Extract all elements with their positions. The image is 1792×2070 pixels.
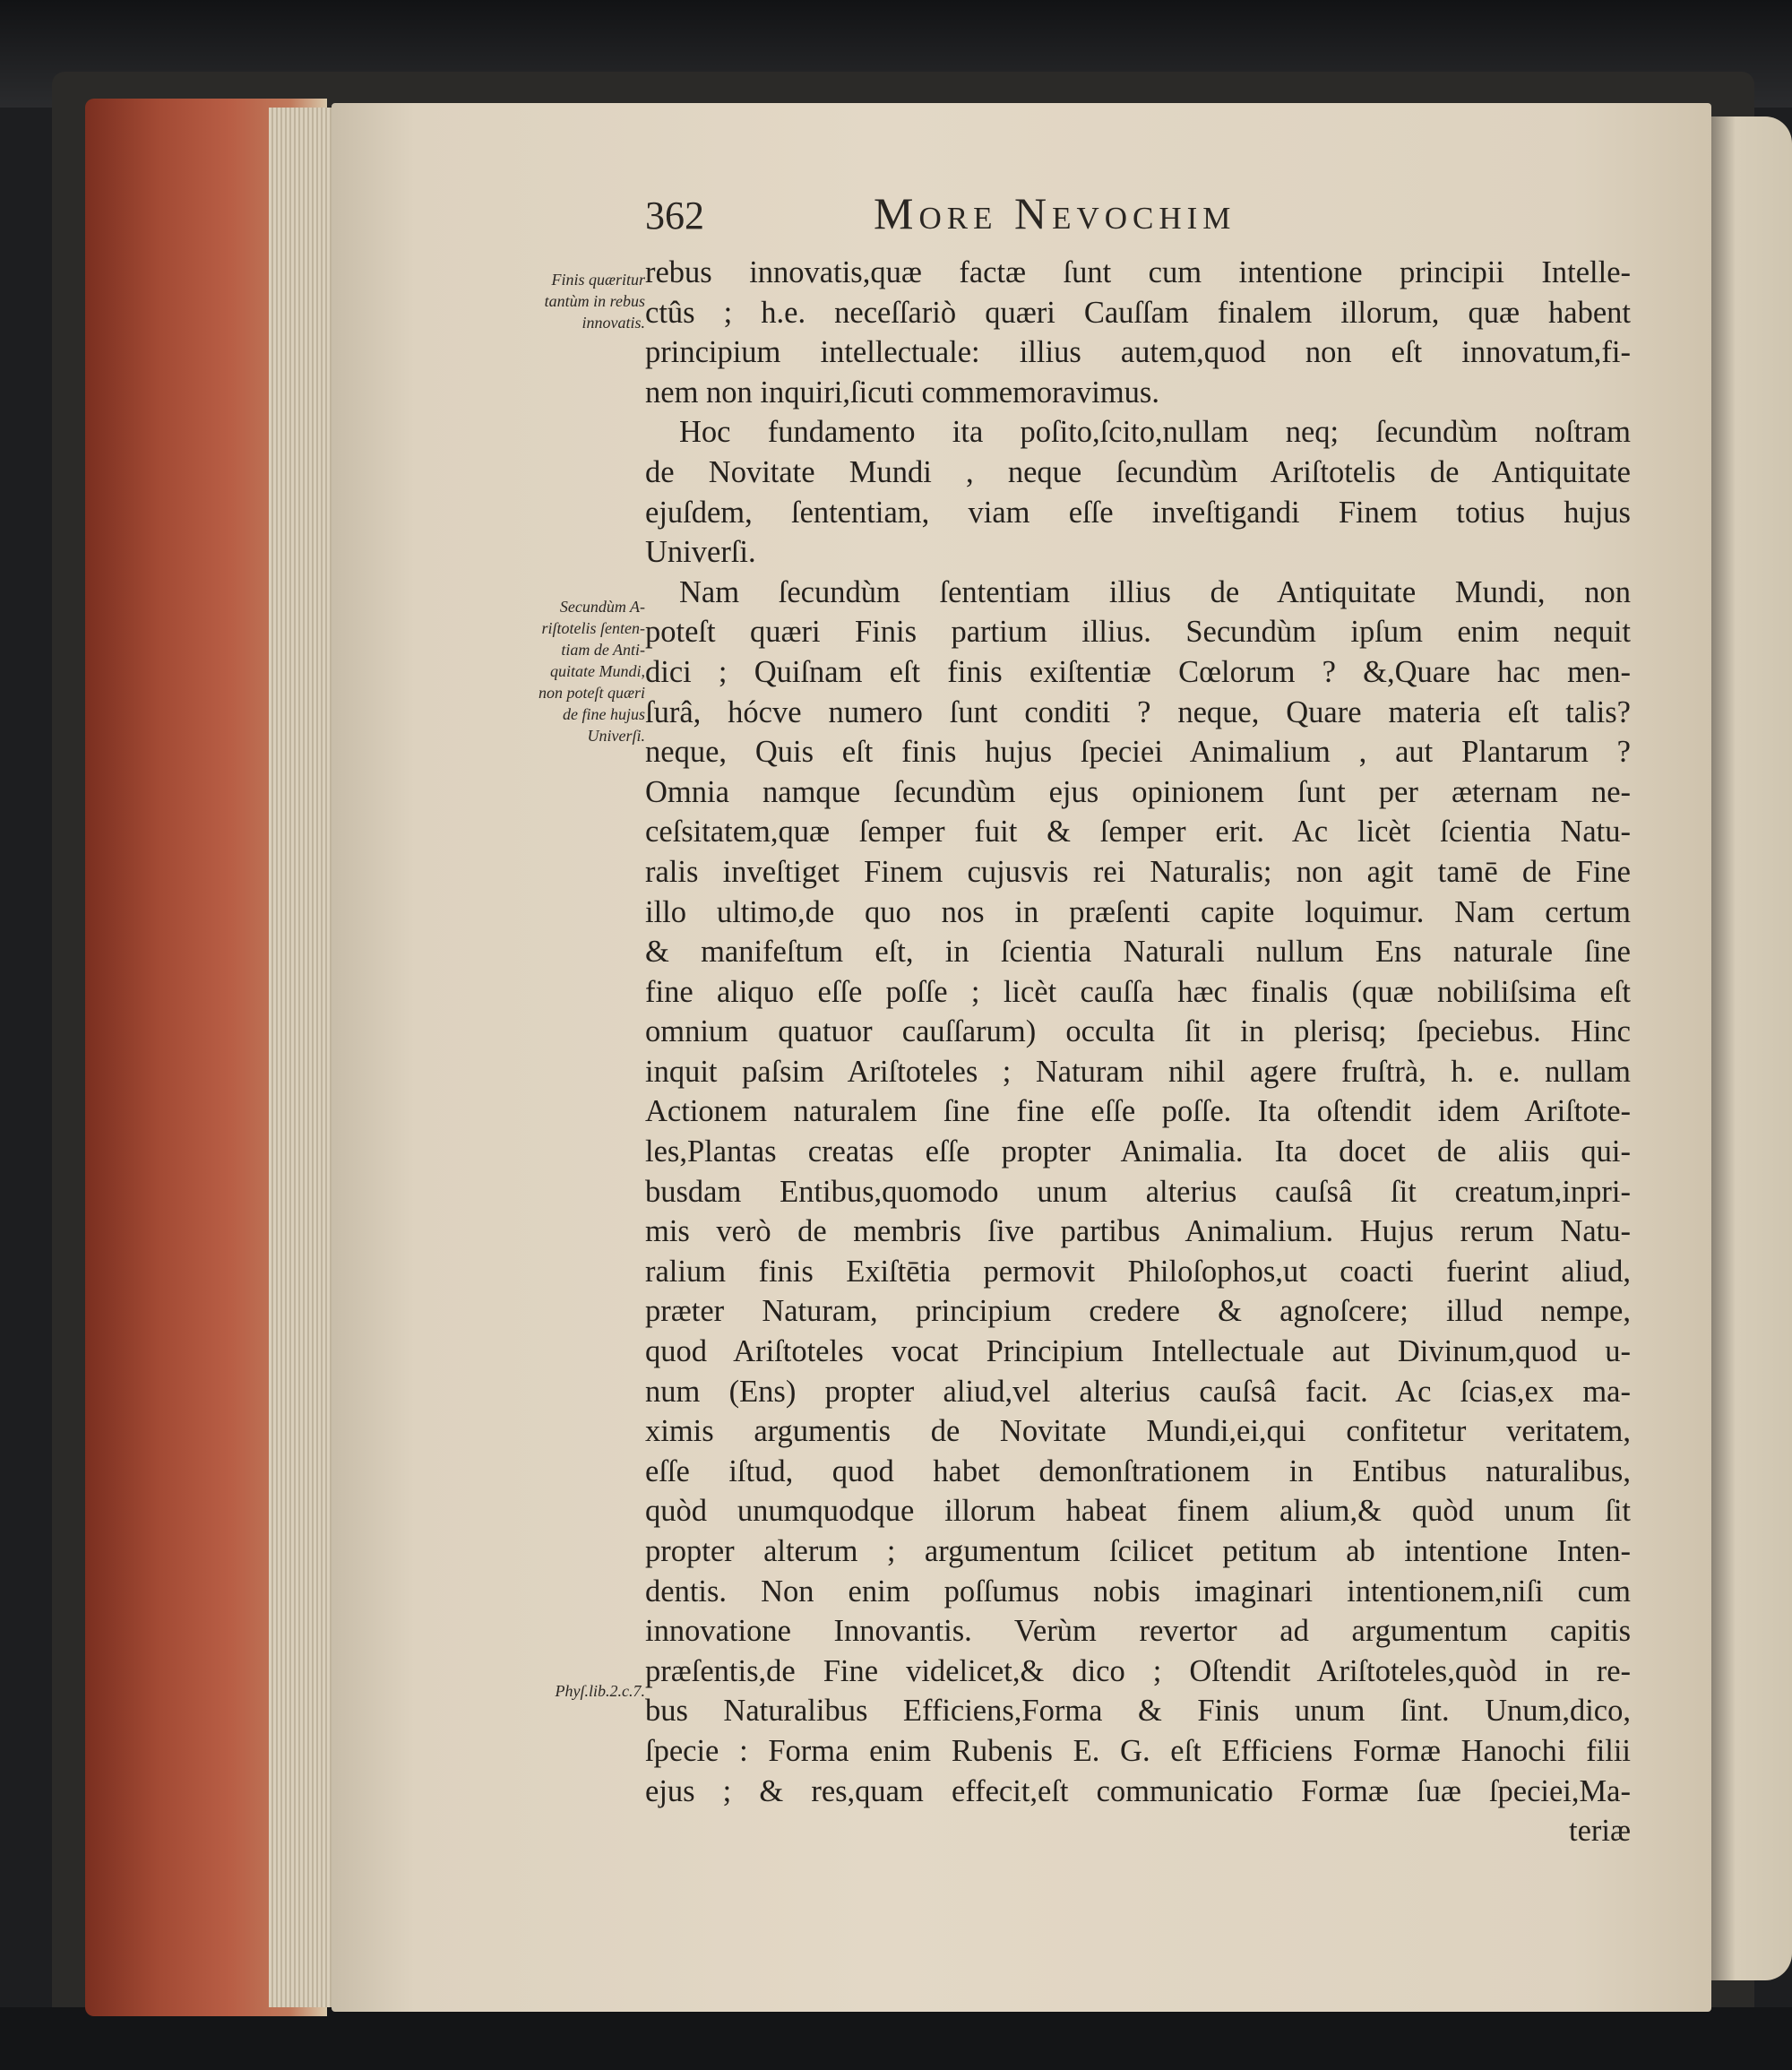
text-line: innovatione Innovantis. Verùm revertor ad argumentum capitis	[645, 1614, 1631, 1649]
text-line: nem non inquiri,ſicuti commemoravimus.	[645, 375, 1159, 410]
text-line: omnium quatuor cauſſarum) occulta ſit in plerisq; ſpeciebus. Hinc	[645, 1014, 1631, 1049]
text-line: eſſe iſtud, quod habet demonſtrationem in Entibus naturalibus,	[645, 1453, 1631, 1488]
text-line: ceſsitatem,quæ ſemper fuit & ſemper erit. Ac licèt ſcientia Natu-	[645, 815, 1631, 850]
page-stack	[269, 108, 340, 2007]
text-line: illo ultimo,de quo nos in præſenti capite loquimur. Nam certum	[645, 894, 1631, 929]
margin-note-line: Univerſi.	[587, 727, 645, 745]
text-line: Nam ſecundùm ſententiam illius de Antiquitate Mundi, non	[679, 574, 1631, 609]
text-line: Hoc fundamento ita poſito,ſcito,nullam neq; ſecundùm noſtram	[679, 415, 1631, 450]
text-line: ſpecie : Forma enim Rubenis E. G. eſt Efficiens Formæ Hanochi filii	[645, 1733, 1631, 1768]
margin-note	[448, 269, 645, 333]
margin-note-line: de fine hujus	[563, 705, 645, 723]
text-line: num (Ens) propter aliud,vel alterius cauſsâ facit. Ac ſcias,ex ma-	[645, 1374, 1631, 1409]
text-line: quod Ariſtoteles vocat Principium Intellectuale aut Divinum,quod u-	[645, 1334, 1631, 1369]
text-line: fine aliquo eſſe poſſe ; licèt cauſſa hæc finalis (quæ nobiliſsima eſt	[645, 974, 1631, 1009]
margin-note-line: tantùm in rebus	[544, 292, 645, 310]
facing-page-edge	[1711, 116, 1792, 1980]
text-line: ejus ; & res,quam effecit,eſt communicatio Formæ ſuæ ſpeciei,Ma-	[645, 1773, 1631, 1808]
catchword: teriæ	[1569, 1814, 1631, 1849]
text-line: ctûs ; h.e. neceſſariò quæri Cauſſam finalem illorum, quæ habent	[645, 295, 1631, 330]
text-line: ralis inveſtiget Finem cujusvis rei Naturalis; non agit tamē de Fine	[645, 854, 1631, 889]
text-line: de Novitate Mundi , neque ſecundùm Ariſtotelis de Antiquitate	[645, 454, 1631, 489]
page-header	[645, 188, 1631, 255]
margin-note	[448, 1680, 645, 1702]
margin-note-line: tiam de Anti-	[561, 641, 645, 659]
margin-note-line: innovatis.	[582, 314, 645, 332]
text-line: Actionem naturalem ſine fine eſſe poſſe. Ita oſtendit idem Ariſtote-	[645, 1094, 1631, 1129]
page-number: 362	[645, 194, 704, 237]
text-line: principium intellectuale: illius autem,quod non eſt innovatum,fi-	[645, 335, 1631, 370]
text-line: quòd unumquodque illorum habeat finem alium,& quòd unum ſit	[645, 1494, 1631, 1529]
running-title: More Nevochim	[874, 188, 1236, 238]
text-line: ſurâ, hócve numero ſunt conditi ? neque, Quare materia eſt talis?	[645, 694, 1631, 729]
text-line: les,Plantas creatas eſſe propter Animalia. Ita docet de aliis qui-	[645, 1134, 1631, 1169]
text-line: busdam Entibus,quomodo unum alterius cauſsâ ſit creatum,inpri-	[645, 1174, 1631, 1209]
margin-note-line: Secundùm A-	[559, 598, 645, 616]
table-surface	[0, 2007, 1792, 2070]
text-line: rebus innovatis,quæ factæ ſunt cum intentione principii Intelle-	[645, 255, 1631, 289]
margin-note-line: Finis quæritur	[551, 271, 645, 289]
text-line: ralium finis Exiſtētia permovit Philoſophos,ut coacti fuerint aliud,	[645, 1254, 1631, 1289]
text-line: neque, Quis eſt finis hujus ſpeciei Animalium , aut Plantarum ?	[645, 735, 1631, 770]
text-line: & manifeſtum eſt, in ſcientia Naturali nullum Ens naturale ſine	[645, 935, 1631, 970]
margin-note-line: quitate Mundi,	[550, 662, 645, 680]
margin-note-line: non poteſt quæri	[538, 684, 645, 702]
text-line: poteſt quæri Finis partium illius. Secundùm ipſum enim nequit	[645, 615, 1631, 650]
text-line: mis verò de membris ſive partibus Animalium. Hujus rerum Natu-	[645, 1214, 1631, 1249]
text-line: dici ; Quiſnam eſt finis exiſtentiæ Cœlorum ? &,Quare hac men-	[645, 654, 1631, 689]
text-line: propter alterum ; argumentum ſcilicet petitum ab intentione Inten-	[645, 1534, 1631, 1568]
text-line: ximis argumentis de Novitate Mundi,ei,qui confitetur veritatem,	[645, 1414, 1631, 1449]
text-line: inquit paſsim Ariſtoteles ; Naturam nihil agere fruſtrà, h. e. nullam	[645, 1054, 1631, 1089]
margin-note-line: riſtotelis ſenten-	[541, 619, 645, 637]
text-line: Omnia namque ſecundùm ejus opinionem ſunt per æternam ne-	[645, 774, 1631, 809]
text-line: ejuſdem, ſententiam, viam eſſe inveſtigandi Finem totius hujus	[645, 495, 1631, 530]
text-line: dentis. Non enim poſſumus nobis imaginari intentionem,niſi cum	[645, 1574, 1631, 1609]
margin-note	[448, 596, 645, 746]
main-text	[645, 253, 1631, 1851]
text-line: bus Naturalibus Efficiens,Forma & Finis unum ſint. Unum,dico,	[645, 1694, 1631, 1729]
text-line: præter Naturam, principium credere & agnoſcere; illud nempe,	[645, 1294, 1631, 1329]
margin-note-line: Phyſ.lib.2.c.7.	[555, 1682, 645, 1700]
text-line: Univerſi.	[645, 535, 756, 570]
text-line: præſentis,de Fine videlicet,& dico ; Oſtendit Ariſtoteles,quòd in re-	[645, 1653, 1631, 1688]
